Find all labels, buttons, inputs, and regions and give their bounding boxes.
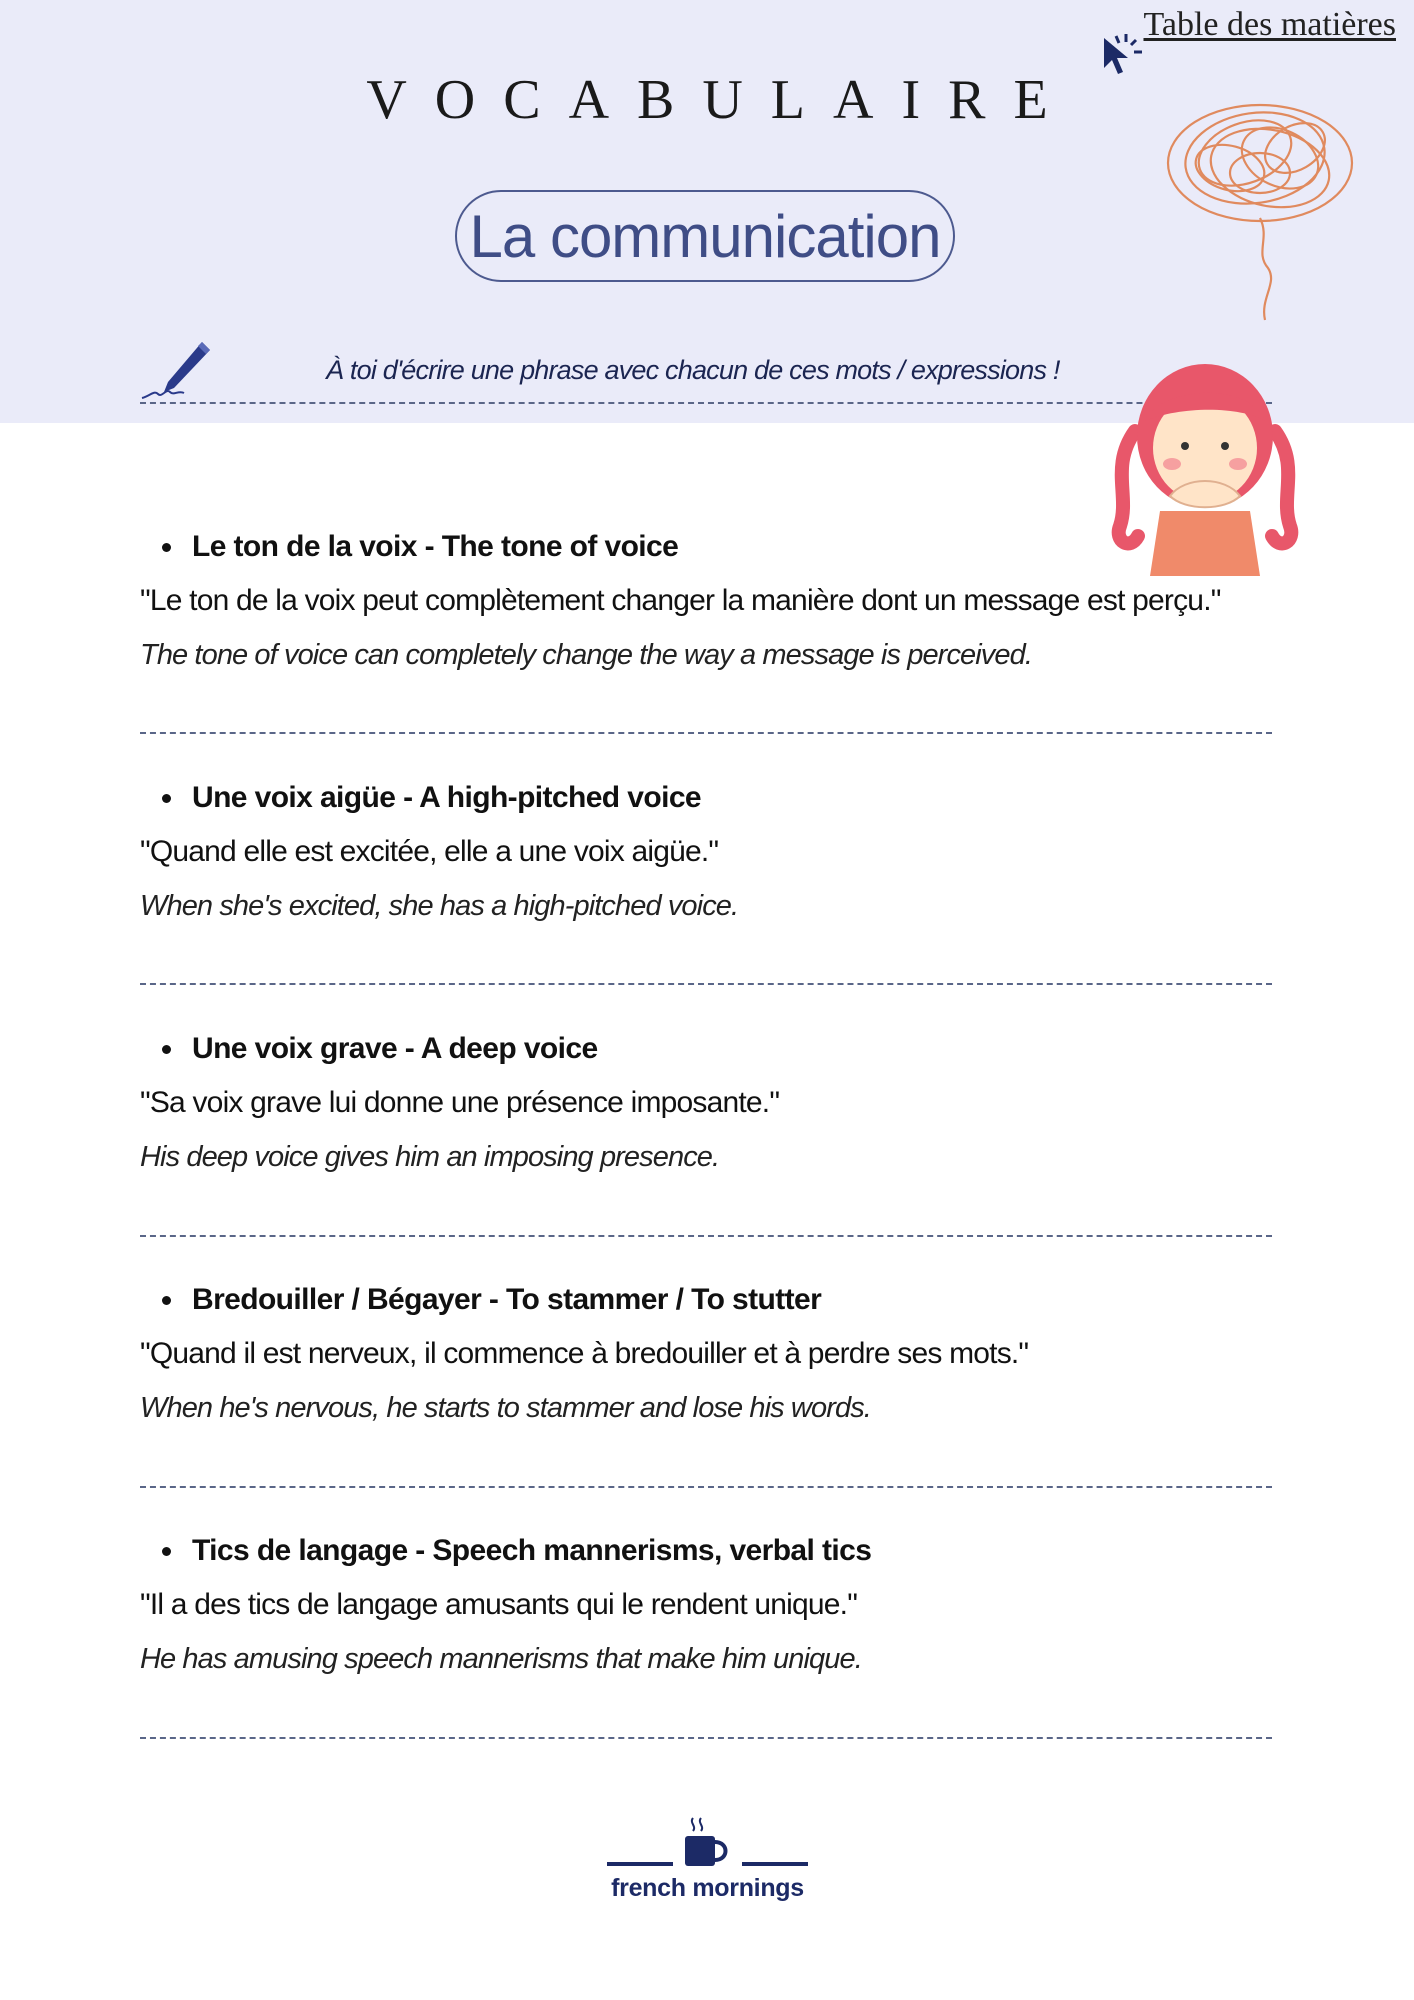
page-title: VOCABULAIRE [366, 69, 1076, 131]
english-translation: His deep voice gives him an imposing presence. [140, 1141, 720, 1173]
pen-icon [140, 338, 220, 406]
subtitle-pill: La communication [455, 190, 955, 282]
vocab-term [140, 527, 1280, 567]
vocab-entry [140, 527, 1280, 675]
vocab-entry [140, 1531, 1280, 1679]
french-example: "Sa voix grave lui donne une présence imposante." [140, 1086, 780, 1119]
bullet-icon [162, 1045, 171, 1054]
bullet-icon [162, 1296, 171, 1305]
entry-divider [140, 1486, 1272, 1488]
english-translation: When she's excited, she has a high-pitched voice. [140, 890, 739, 922]
scribble-thought-icon [1160, 88, 1370, 323]
vocab-term [140, 1029, 1280, 1069]
french-example: "Le ton de la voix peut complètement changer la manière dont un message est perçu." [140, 584, 1221, 617]
french-example: "Quand elle est excitée, elle a une voix aigüe." [140, 835, 719, 868]
vocab-entry [140, 1280, 1280, 1428]
vocab-entry [140, 1029, 1280, 1177]
vocab-term [140, 778, 1280, 818]
entry-divider [140, 732, 1272, 734]
english-translation: He has amusing speech mannerisms that make him unique. [140, 1643, 862, 1675]
english-translation: When he's nervous, he starts to stammer and lose his words. [140, 1392, 871, 1424]
entry-divider [140, 1235, 1272, 1237]
entry-divider [140, 1737, 1272, 1739]
vocab-term-text: Une voix grave - A deep voice [192, 1032, 598, 1065]
english-translation: The tone of voice can completely change the way a message is perceived. [140, 639, 1033, 671]
table-of-contents-link[interactable]: Table des matières [1143, 6, 1396, 43]
entry-divider [140, 983, 1272, 985]
vocab-term [140, 1280, 1280, 1320]
bullet-icon [162, 543, 171, 552]
vocab-term-text: Le ton de la voix - The tone of voice [192, 530, 679, 563]
instruction-text: À toi d'écrire une phrase avec chacun de ces mots / expressions ! [326, 355, 1060, 385]
vocab-term [140, 1531, 1280, 1571]
vocab-term-text: Tics de langage - Speech mannerisms, verbal tics [192, 1534, 872, 1567]
french-example: "Il a des tics de langage amusants qui le rendent unique." [140, 1588, 858, 1621]
vocab-entry [140, 778, 1280, 926]
vocab-term-text: Bredouiller / Bégayer - To stammer / To stutter [192, 1283, 822, 1316]
french-example: "Quand il est nerveux, il commence à bredouiller et à perdre ses mots." [140, 1337, 1029, 1370]
bullet-icon [162, 1547, 171, 1556]
vocab-term-text: Une voix aigüe - A high-pitched voice [192, 781, 701, 814]
bullet-icon [162, 794, 171, 803]
brand-name: french mornings [611, 1874, 804, 1902]
